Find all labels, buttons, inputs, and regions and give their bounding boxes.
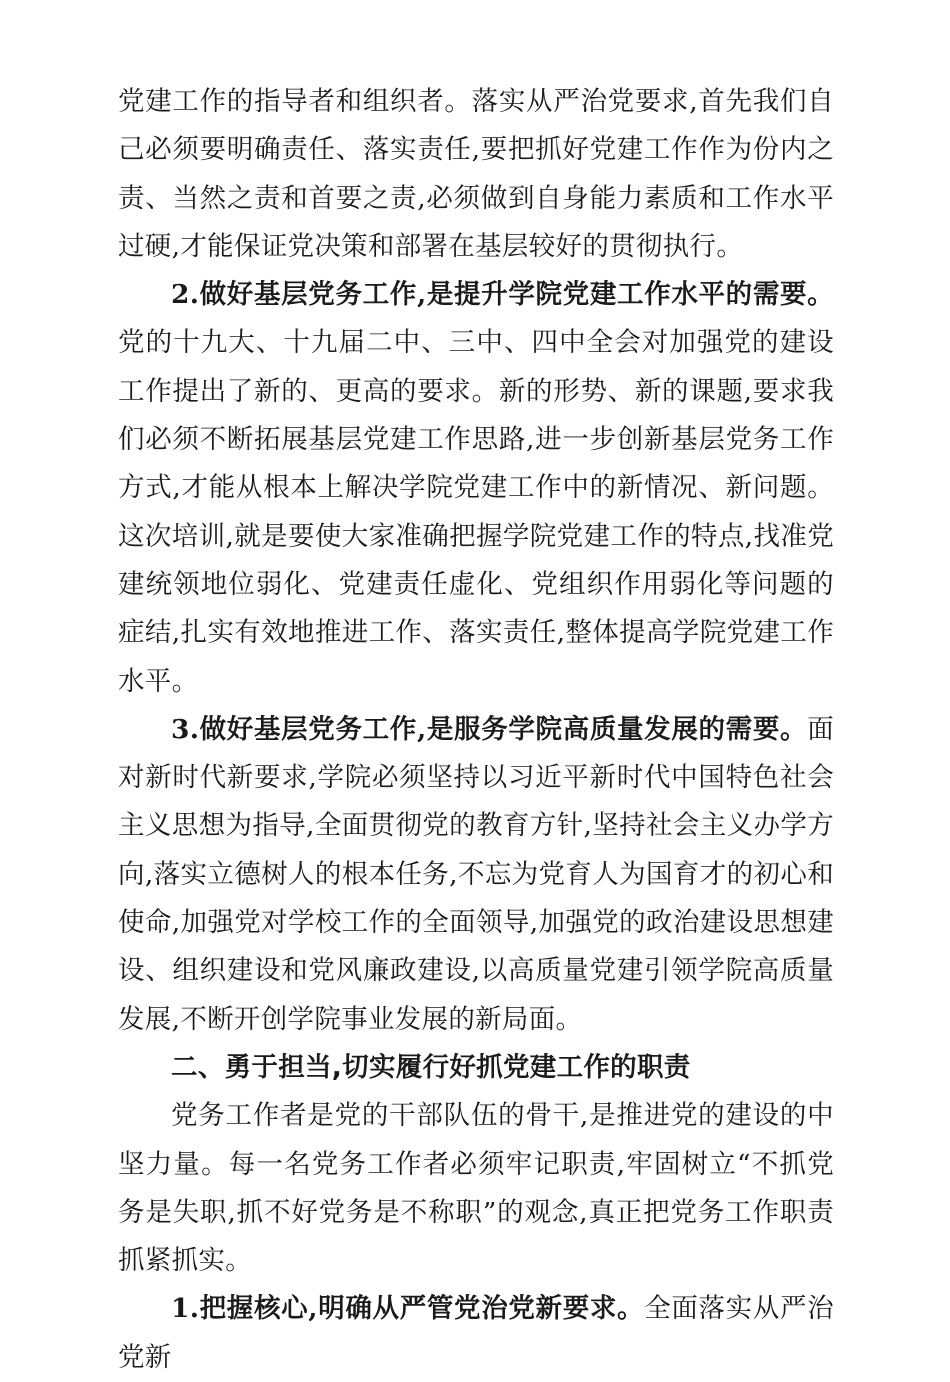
- paragraph-point-3: [118, 706, 834, 1044]
- paragraph-section-intro: [118, 1092, 834, 1285]
- document-page: [118, 78, 834, 1382]
- point-3-lead: 3.做好基层党务工作,是服务学院高质量发展的需要。: [171, 713, 808, 745]
- point-2-lead: 2.做好基层党务工作,是提升学院党建工作水平的需要。: [171, 279, 834, 311]
- point-1-lead: 1.把握核心,明确从严管党治党新要求。: [171, 1293, 645, 1325]
- section-heading: 二、勇于担当,切实履行好抓党建工作的职责: [171, 1051, 691, 1083]
- paragraph-continuation: [118, 78, 834, 271]
- paragraph-point-1: [118, 1285, 834, 1382]
- point-2-body: 党的十九大、十九届二中、三中、四中全会对加强党的建设工作提出了新的、更高的要求。新的形势、新的课题,要求我们必须不断拓展基层党建工作思路,进一步创新基层党务工作方式,才能从根本上解决学院党建工作中的新情况、新问题。这次培训,就是要使大家准确把握学院党建工作的特点,找准党建统领地位弱化、党建责任虚化、党组织作用弱化等问题的症结,扎实有效地推进工作、落实责任,整体提高学院党建工作水平。: [118, 327, 834, 697]
- paragraph-text: 党建工作的指导者和组织者。落实从严治党要求,首先我们自己必须要明确责任、落实责任,要把抓好党建工作作为份内之责、当然之责和首要之责,必须做到自身能力素质和工作水平过硬,才能保证党决策和部署在基层较好的贯彻执行。: [118, 86, 834, 262]
- point-1-body: 全面落实从严治党新: [118, 1293, 834, 1373]
- point-3-body: 面对新时代新要求,学院必须坚持以习近平新时代中国特色社会主义思想为指导,全面贯彻党的教育方针,坚持社会主义办学方向,落实立德树人的根本任务,不忘为党育人为国育才的初心和使命,加强党对学校工作的全面领导,加强党的政治建设思想建设、组织建设和党风廉政建设,以高质量党建引领学院高质量发展,不断开创学院事业发展的新局面。: [118, 713, 834, 1035]
- paragraph-point-2: [118, 271, 834, 706]
- section-intro-text: 党务工作者是党的干部队伍的骨干,是推进党的建设的中坚力量。每一名党务工作者必须牢记职责,牢固树立“不抓党务是失职,抓不好党务是不称职”的观念,真正把党务工作职责抓紧抓实。: [118, 1100, 834, 1277]
